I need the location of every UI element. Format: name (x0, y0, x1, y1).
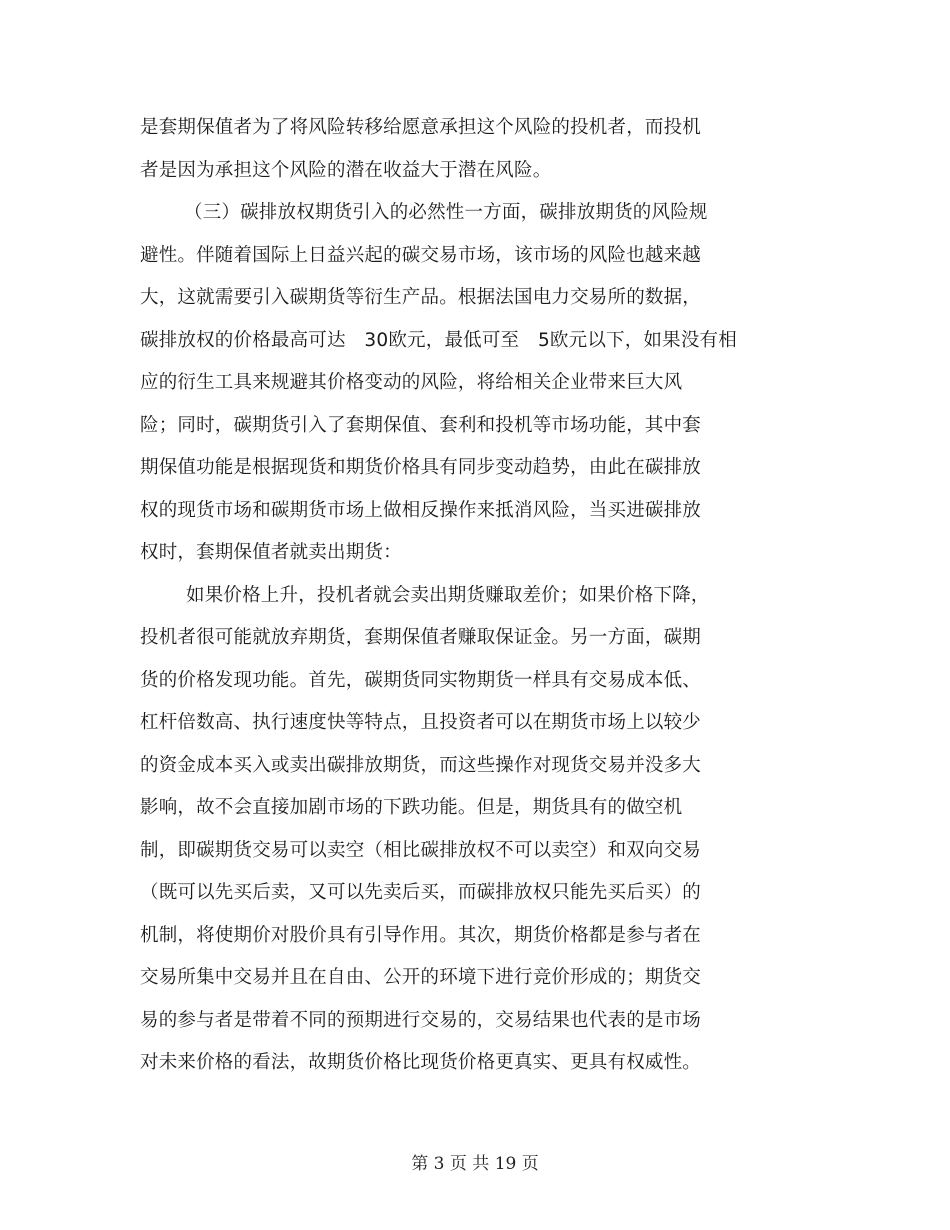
text-line: 对未来价格的看法，故期货价格比现货价格更真实、更具有权威性。 (140, 1052, 702, 1073)
page-number-footer: 第 3 页 共 19 页 (411, 1154, 539, 1174)
text-line: 杠杆倍数高、执行速度快等特点，且投资者可以在期货市场上以较少 (140, 712, 702, 733)
text-line: 险；同时，碳期货引入了套期保值、套利和投机等市场功能，其中套 (140, 415, 702, 436)
text-line: 者是因为承担这个风险的潜在收益大于潜在风险。 (140, 160, 552, 181)
text-line: 的资金成本买入或卖出碳排放期货，而这些操作对现货交易并没多大 (140, 755, 702, 776)
text-line: 易的参与者是带着不同的预期进行交易的，交易结果也代表的是市场 (140, 1010, 702, 1031)
text-line: 避性。伴随着国际上日益兴起的碳交易市场，该市场的风险也越来越 (140, 245, 702, 266)
text-line: （既可以先买后卖，又可以先卖后买，而碳排放权只能先买后买）的 (140, 882, 702, 903)
text-line: 是套期保值者为了将风险转移给愿意承担这个风险的投机者，而投机 (140, 117, 702, 138)
text-line: 期保值功能是根据现货和期货价格具有同步变动趋势，由此在碳排放 (140, 457, 702, 478)
section-heading-line: （三）碳排放权期货引入的必然性一方面，碳排放期货的风险规 (184, 202, 708, 223)
text-line: 制，即碳期货交易可以卖空（相比碳排放权不可以卖空）和双向交易 (140, 840, 702, 861)
paragraph-start-line: 如果价格上升，投机者就会卖出期货赚取差价；如果价格下降， (186, 585, 710, 606)
text-line: 投机者很可能就放弃期货，套期保值者赚取保证金。另一方面，碳期 (140, 627, 702, 648)
text-line: 应的衍生工具来规避其价格变动的风险，将给相关企业带来巨大风 (140, 372, 683, 393)
text-line: 碳排放权的价格最高可达 30欧元，最低可至 5欧元以下，如果没有相 (140, 330, 737, 351)
text-line: 机制，将使期价对股价具有引导作用。其次，期货价格都是参与者在 (140, 925, 702, 946)
text-line: 货的价格发现功能。首先，碳期货同实物期货一样具有交易成本低、 (140, 670, 702, 691)
text-line: 大，这就需要引入碳期货等衍生产品。根据法国电力交易所的数据， (140, 287, 702, 308)
text-line: 权时，套期保值者就卖出期货： (140, 542, 402, 563)
text-line: 交易所集中交易并且在自由、公开的环境下进行竞价形成的；期货交 (140, 967, 702, 988)
text-line: 权的现货市场和碳期货市场上做相反操作来抵消风险，当买进碳排放 (140, 500, 702, 521)
text-line: 影响，故不会直接加剧市场的下跌功能。但是，期货具有的做空机 (140, 797, 683, 818)
